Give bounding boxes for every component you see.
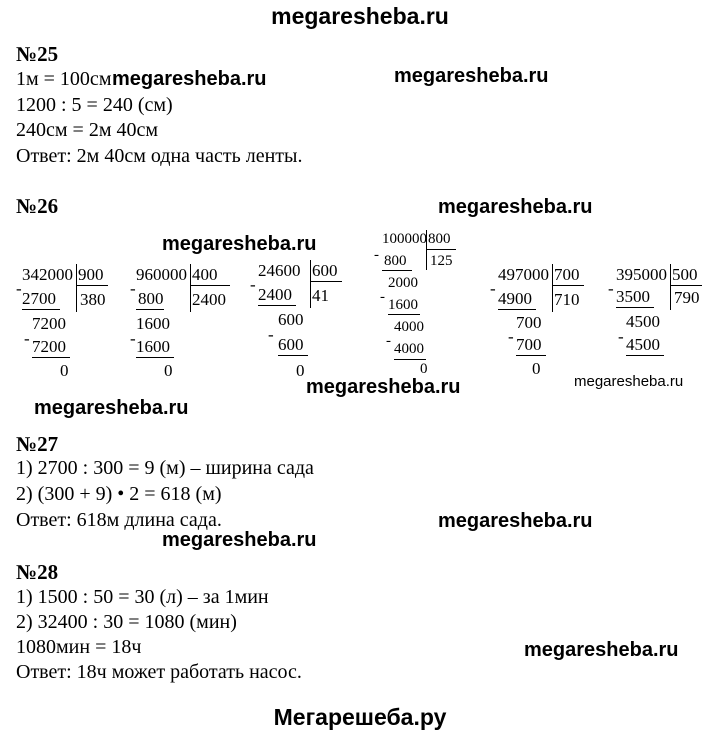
- task-25-line-1: 1м = 100см: [16, 68, 112, 90]
- minus-sign: -: [130, 329, 136, 348]
- long-division-4: [374, 228, 470, 378]
- subtrahend: 600: [278, 335, 304, 354]
- underline: [22, 309, 60, 310]
- remainder: 0: [296, 361, 305, 380]
- site-header[interactable]: megaresheba.ru: [271, 3, 449, 29]
- underline: [498, 309, 536, 310]
- subtrahend: 2400: [258, 285, 292, 304]
- division-bracket: [190, 285, 230, 286]
- minus-sign: -: [16, 279, 22, 298]
- divisor: 800: [428, 231, 451, 247]
- underline: [278, 355, 308, 356]
- remainder: 600: [278, 310, 304, 329]
- dividend: 24600: [258, 261, 301, 280]
- task-27-number: №27: [16, 432, 59, 456]
- task-26-number: №26: [16, 194, 59, 218]
- division-bracket: [426, 230, 427, 270]
- task-28-line-3: 1080мин = 18ч: [16, 636, 142, 658]
- subtrahend: 4900: [498, 289, 532, 308]
- remainder: 4000: [394, 319, 424, 335]
- watermark: megaresheba.ru: [524, 639, 679, 661]
- subtrahend: 7200: [32, 337, 66, 356]
- task-28-line-1: 1) 1500 : 50 = 30 (л) – за 1мин: [16, 586, 269, 608]
- dividend: 100000: [382, 231, 427, 247]
- quotient: 380: [80, 290, 106, 309]
- site-footer[interactable]: Мегарешеба.ру: [273, 704, 447, 730]
- division-bracket: [426, 249, 456, 250]
- quotient: 790: [674, 288, 700, 307]
- division-bracket: [670, 285, 702, 286]
- underline: [388, 314, 420, 315]
- divisor: 900: [78, 265, 104, 284]
- minus-sign: -: [618, 327, 624, 346]
- watermark: megaresheba.ru: [162, 529, 317, 551]
- subtrahend: 3500: [616, 287, 650, 306]
- long-division-3: [250, 258, 356, 382]
- quotient: 125: [430, 253, 453, 269]
- quotient: 2400: [192, 290, 226, 309]
- minus-sign: -: [380, 289, 385, 305]
- subtrahend: 800: [384, 253, 407, 269]
- long-division-2: [130, 262, 234, 382]
- dividend: 960000: [136, 265, 187, 284]
- task-28-line-2: 2) 32400 : 30 = 1080 (мин): [16, 611, 237, 633]
- watermark: megaresheba.ru: [438, 196, 593, 218]
- divisor: 600: [312, 261, 338, 280]
- dividend: 497000: [498, 265, 549, 284]
- division-bracket: [310, 281, 342, 282]
- division-bracket: [552, 264, 553, 312]
- long-division-1: [16, 262, 120, 382]
- minus-sign: -: [490, 279, 496, 298]
- underline: [32, 357, 70, 358]
- subtrahend: 800: [138, 289, 164, 308]
- long-division-5: [490, 262, 596, 380]
- dividend: 342000: [22, 265, 73, 284]
- minus-sign: -: [24, 329, 30, 348]
- watermark: megaresheba.ru: [112, 68, 267, 90]
- task-25-line-2: 1200 : 5 = 240 (см): [16, 94, 173, 116]
- watermark: megaresheba.ru: [34, 397, 189, 419]
- underline: [626, 355, 664, 356]
- minus-sign: -: [268, 325, 274, 344]
- task-25-line-3: 240см = 2м 40см: [16, 119, 159, 141]
- remainder: 0: [420, 361, 428, 377]
- watermark: megaresheba.ru: [394, 65, 549, 87]
- divisor: 500: [672, 265, 698, 284]
- task-28-line-4: Ответ: 18ч может работать насос.: [16, 661, 302, 683]
- division-bracket: [310, 260, 311, 308]
- long-division-6: [608, 262, 714, 370]
- minus-sign: -: [386, 333, 391, 349]
- subtrahend: 1600: [388, 297, 418, 313]
- minus-sign: -: [250, 275, 256, 294]
- watermark: megaresheba.ru: [574, 373, 684, 390]
- dividend: 395000: [616, 265, 667, 284]
- watermark: megaresheba.ru: [306, 376, 461, 398]
- divisor: 400: [192, 265, 218, 284]
- remainder: 0: [532, 359, 541, 378]
- remainder: 4500: [626, 312, 660, 331]
- task-27-line-2: 2) (300 + 9) • 2 = 618 (м): [16, 483, 222, 505]
- divisor: 700: [554, 265, 580, 284]
- underline: [258, 305, 296, 306]
- task-27-line-3: Ответ: 618м длина сада.: [16, 509, 222, 531]
- task-25-number: №25: [16, 42, 59, 66]
- remainder: 7200: [32, 314, 66, 333]
- underline: [616, 307, 654, 308]
- subtrahend: 4500: [626, 335, 660, 354]
- underline: [516, 355, 546, 356]
- remainder: 2000: [388, 275, 418, 291]
- division-bracket: [190, 264, 191, 312]
- minus-sign: -: [608, 279, 614, 298]
- watermark: megaresheba.ru: [438, 510, 593, 532]
- division-bracket: [552, 285, 584, 286]
- subtrahend: 1600: [136, 337, 170, 356]
- underline: [136, 357, 174, 358]
- remainder: 0: [60, 361, 69, 380]
- division-bracket: [76, 285, 108, 286]
- underline: [382, 270, 412, 271]
- task-28-number: №28: [16, 560, 59, 584]
- underline: [394, 359, 426, 360]
- division-bracket: [670, 264, 671, 310]
- minus-sign: -: [508, 327, 514, 346]
- quotient: 41: [312, 286, 329, 305]
- subtrahend: 4000: [394, 341, 424, 357]
- division-bracket: [76, 264, 77, 312]
- underline: [136, 309, 164, 310]
- quotient: 710: [554, 290, 580, 309]
- watermark: megaresheba.ru: [162, 233, 317, 255]
- task-25-line-4: Ответ: 2м 40см одна часть ленты.: [16, 145, 303, 167]
- subtrahend: 2700: [22, 289, 56, 308]
- remainder: 700: [516, 313, 542, 332]
- minus-sign: -: [374, 247, 379, 263]
- task-27-line-1: 1) 2700 : 300 = 9 (м) – ширина сада: [16, 457, 314, 479]
- remainder: 0: [164, 361, 173, 380]
- minus-sign: -: [130, 279, 136, 298]
- subtrahend: 700: [516, 335, 542, 354]
- remainder: 1600: [136, 314, 170, 333]
